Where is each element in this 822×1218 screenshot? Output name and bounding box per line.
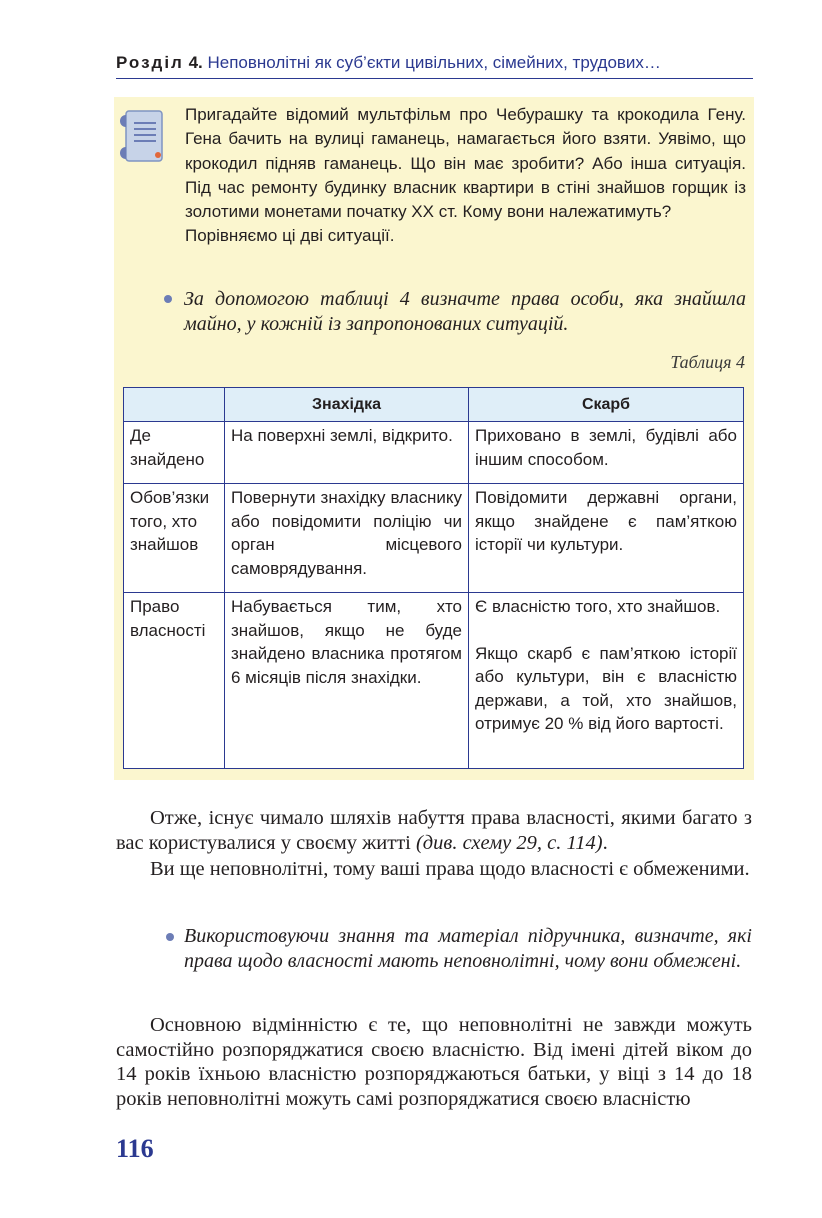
page-number: 116 <box>116 1134 154 1163</box>
cell-find: Набувається тим, хто знайшов, якщо не буде знайдено власника протягом 6 місяців після знахідки. <box>225 593 469 769</box>
bullet-icon <box>166 933 174 941</box>
task-1 <box>164 287 746 337</box>
running-header <box>116 52 753 79</box>
cell-find: На поверхні землі, відкрито. <box>225 422 469 484</box>
table-caption: Таблиця 4 <box>670 352 745 372</box>
cell-treasure: Повідомити державні органи, якщо знайдене є пам’яткою історії чи культури. <box>469 484 744 593</box>
body-paragraph-3: Основною відмінністю є те, що неповнолітні не завжди можуть самостійно розпоряджатися своєю власністю. Від імені дітей віком до 14 років їхньою власністю розпоряджаються батьки, у віці з 14 до 18 років неповнолітні можуть самі розпоряджатися своєю власністю <box>116 1014 752 1110</box>
p1-text: Отже, існує чимало шляхів набуття права власності, якими багато з вас користувалися у своєму житті <box>116 807 752 854</box>
row-label: Обов’язки того, хто знайшов <box>124 484 225 593</box>
body-paragraph-1 <box>116 806 752 855</box>
cell-find: Повернути знахідку власнику або повідомити поліцію чи орган місцевого самоврядування. <box>225 484 469 593</box>
cell-treasure <box>469 593 744 769</box>
table-row <box>124 593 744 769</box>
p1-end: . <box>602 831 608 854</box>
cell-treasure: Приховано в землі, будівлі або іншим способом. <box>469 422 744 484</box>
table-header-treasure: Скарб <box>469 388 744 422</box>
body-paragraph-2: Ви ще неповнолітні, тому ваші права щодо власності є обмеженими. <box>150 858 750 880</box>
table-row <box>124 484 744 593</box>
intro-text <box>185 103 746 249</box>
row-label: Де знайдено <box>124 422 225 484</box>
task-1-text: За допомогою таблиці 4 визначте права особи, яка знайшла майно, у кожній із запропонованих ситуацій. <box>184 288 746 335</box>
task-2 <box>166 924 752 974</box>
table-header-find: Знахідка <box>225 388 469 422</box>
table-header-empty <box>124 388 225 422</box>
intro-paragraph: Пригадайте відомий мультфільм про Чебурашку та крокодила Гену. Гена бачить на вулиці гаманець, намагається його взяти. Уявімо, що крокодил підняв гаманець. Що він має зробити? Або інша ситуація. Під час ремонту будинку власник квартири в стіні знайшов горщик із золотими монетами початку XX ст. Кому вони належатимуть? <box>185 105 746 222</box>
treasure-ownership-extra: Якщо скарб є пам’яткою історії або культури, він є власністю держави, а той, хто знайшов, отримує 20 % від його вартості. <box>475 643 737 733</box>
intro-compare: Порівняємо ці дві ситуації. <box>185 226 395 246</box>
task-2-text: Використовуючи знання та матеріал підручника, визначте, які права щодо власності мають неповнолітні, чому вони обмежені. <box>184 925 752 972</box>
activity-box <box>114 97 754 780</box>
chapter-title: Неповнолітні як суб’єкти цивільних, сімейних, трудових… <box>207 53 661 72</box>
row-label: Право власності <box>124 593 225 769</box>
section-label: Розділ <box>116 53 184 72</box>
table-row <box>124 422 744 484</box>
table-4 <box>123 387 744 769</box>
treasure-ownership: Є власністю того, хто знайшов. <box>475 597 721 616</box>
bullet-icon <box>164 295 172 303</box>
section-number: 4. <box>188 53 203 72</box>
p1-reference: (див. схему 29, с. 114) <box>415 831 603 854</box>
scroll-icon <box>116 107 170 165</box>
